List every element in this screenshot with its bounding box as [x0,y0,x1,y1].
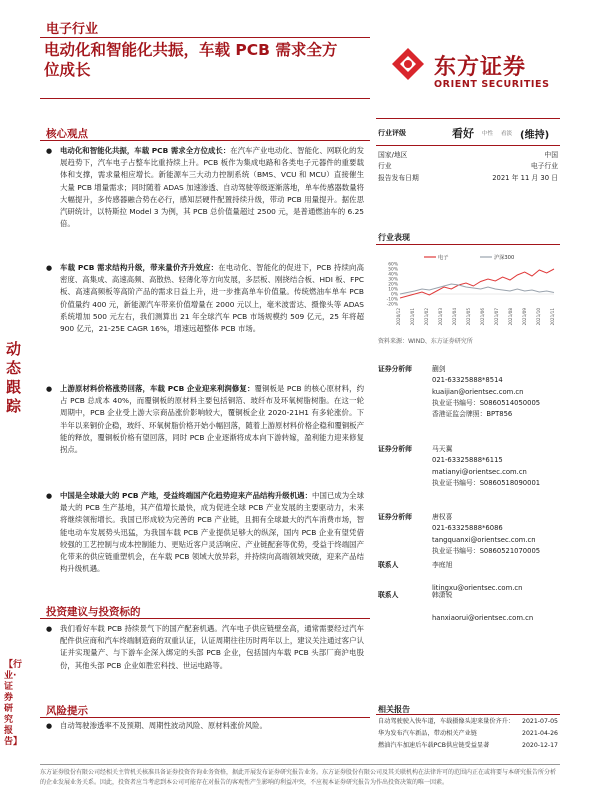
chart-rule [376,244,560,245]
core-view-body: 覆铜板是 PCB 的核心原材料，约占 PCB 总成本 40%，而覆铜板的原材料主要包括铜箔、玻纤布及环氧树脂树脂。在这一轮周期中，PCB 企业受上游大宗商品涨价影响较大，覆铜板企业 2020-21H1 有多轮涨价。下半年以来铜价企稳，玻纤、环氧树脂价格开始小幅回落，随着上游原材料价格企稳和覆铜板产能的释放，覆铜板价格有望回落，同时 PCB 企业逐渐将成本向下游转嫁，盈利能力迎来修复拐点。 [60,384,365,455]
industry-label: 电子行业 [46,22,99,37]
investment-rule [40,618,370,619]
related-list [378,716,558,752]
risks-item [46,720,364,732]
y-tick-label: 20% [388,282,398,288]
y-tick-label: 0% [391,292,398,298]
rating-scale-2: 看淡 [501,131,513,137]
x-tick-label: 2021/05 [466,308,471,326]
rating-rule-top [376,118,560,119]
related-date: 2021-07-05 [522,718,558,725]
analyst-line: 021-63325888*8514 [432,376,503,385]
analyst-line: 香港证监会牌照：BPT856 [432,410,513,419]
related-title: 华为发布汽车新品，带动相关产业链 [378,730,477,737]
x-tick-label: 2021/02 [424,308,429,326]
core-view-lead: 中国是全球最大的 PCB 产地，受益终端国产化趋势迎来产品结构升级机遇： [60,491,313,500]
analyst-line: 马天翼 [432,445,453,453]
analyst-line [432,601,558,612]
risks-heading: 风险提示 [46,705,88,717]
analyst-details [432,560,558,594]
orient-securities-logo-icon [390,46,426,82]
core-views-rule [40,140,370,141]
bullet-icon: ● [46,264,53,272]
logo-name-en: ORIENT SECURITIES [434,79,550,90]
chart-title: 行业表现 [378,233,410,242]
investment-body: 我们看好车载 PCB 持续景气下的国产配套机遇。汽车电子供应链壁垒高，通常需要经过汽车配件供应商和汽车终端制造商的双重认证，认证周期往往历时两年以上，建议关注通过客户认证并实现量产、与下游车企深入绑定的头部 PCB 企业，包括国内车载 PCB 头部厂商沪电股份，其他头部 PCB 企业如胜宏科技、世运电路等。 [60,624,364,670]
analyst-role: 联系人 [378,561,399,569]
industry-performance-chart [378,252,558,330]
related-rule [376,714,560,715]
bullet-icon: ● [46,625,53,633]
legend-label: 沪深300 [494,255,515,261]
y-tick-label: 40% [388,272,398,278]
info-value: 电子行业 [530,162,558,171]
legend-label: 电子 [438,255,449,261]
info-key: 报告发布日期 [378,173,419,182]
bullet-icon: ● [46,722,53,730]
info-row [378,173,558,184]
header-rule [40,37,370,38]
core-view-lead: 上游原材料价格涨势回落，车载 PCB 企业迎来利润修复： [60,384,255,393]
analyst-line: 唐权喜 [432,513,453,521]
related-item[interactable] [378,728,558,740]
rating-row [378,124,558,142]
related-title: 自动驾驶驶入快车道，车载摄像头迎来量价齐升： [378,718,515,725]
y-tick-label: 60% [388,262,398,268]
analyst-role: 证券分析师 [378,365,412,373]
side-label-vertical: 【行业·证券研究报告】 [4,660,23,747]
info-value: 中国 [544,151,558,159]
core-view-body: 在电动化、智能化的促进下，PCB 持续向高密度、高集成、高速高频、高散热、轻薄化等方向发展，多层板、刚挠结合板、HDI 板、FPC 板、高速高频板等高阶产品的需求日益上升，进一步推高单车价值量。传统燃油车单车 PCB 价值量约 400 元，新能源汽车带来价值增量在 2000 元以上，毫米波雷达、摄像头等 ADAS 系统增加 500 元左右，我们测算出 21 年全球汽车 PCB 市场规模约 509 亿元，25 年将超 900 亿元，21-25E CAGR 16%，增速远超整体 PCB 市场。 [60,263,365,334]
y-tick-label: 30% [388,277,398,283]
analyst-line: 李庭旭 [432,561,453,569]
analyst-role: 证券分析师 [378,445,412,453]
rating-label: 行业评级 [378,129,406,137]
core-view-item-3 [46,383,364,456]
info-row [378,161,558,172]
x-tick-label: 2021/03 [438,308,443,326]
core-view-body: 在汽车产业电动化、智能化、网联化的发展趋势下，汽车电子占整车比重持续上升。PCB 板作为集成电路和各类电子元器件的重要载体和支撑，需求量相应增长。新能源车三大动力控制系统（BMS、VCU 和 MCU）直接催生大量 PCB 增量需求；同时随着 ADAS 加速渗透、自动驾驶等级逐渐落地，单车传感器数量将大幅提升，多传感器融合势在必行，感知层硬件配置持续升级，带动 PCB 用量提升。据佐思汽研统计，以特斯拉 Model 3 为例，其 PCB 总价值量超过 2500 元，是普通燃油车的 6.25 倍。 [60,146,364,229]
info-row [378,150,558,161]
risks-body: 自动驾驶渗透率不及预期、周期性波动风险、原材料涨价风险。 [60,721,267,730]
related-date: 2020-12-17 [522,742,558,749]
analyst-details [432,512,558,557]
logo-name-cn: 东方证券 [434,55,527,80]
related-date: 2021-04-26 [522,730,558,737]
analyst-role: 联系人 [378,591,399,599]
analyst-line: 蒯剑 [432,365,446,373]
analyst-line: 执业证书编号：S0860521070005 [432,546,541,555]
y-tick-label: 10% [388,287,398,293]
disclaimer: 东方证券股份有限公司经相关主管机关核准具备证券投资咨询业务资格，据此开展发布证券研究报告业务。东方证券股份有限公司及其关联机构在法律许可的范围内正在或将要与本研究报告所分析的企业发展业务关系。因此，投资者应当考虑到本公司可能存在对报告的客观性产生影响的利益冲突，不应视本证券研究报告为作出投资决策的唯一因素。 [40,769,557,786]
analyst-line: 韩潇锐 [432,591,453,599]
report-title: 电动化和智能化共振，车载 PCB 需求全方位成长 [44,41,338,79]
title-rule [40,98,370,99]
analyst-line: 执业证书编号：S0860514050005 [432,398,541,407]
info-table [378,150,558,184]
x-tick-label: 2020/12 [396,308,401,326]
core-view-lead: 车载 PCB 需求结构升级，带来量价齐升效应： [60,263,219,272]
footer-rule [40,764,560,765]
core-view-item-1 [46,145,364,230]
bullet-icon: ● [46,492,53,500]
rating-rule-bottom [376,145,560,146]
analyst-email[interactable]: litingxu@orientsec.com.cn [432,583,523,592]
x-tick-label: 2021/08 [508,308,513,326]
x-tick-label: 2021/07 [494,308,499,326]
y-tick-label: 50% [388,267,398,273]
info-key: 国家/地区 [378,151,408,159]
analyst-details [432,444,558,489]
related-item[interactable] [378,740,558,752]
analyst-email[interactable]: hanxiaorui@orientsec.com.cn [432,613,534,622]
rating-value: 看好 [452,127,474,140]
core-view-item-4 [46,490,364,575]
side-label-main: 动态跟踪 [6,340,22,415]
related-heading: 相关报告 [378,705,410,714]
analyst-details [432,590,558,624]
spacer [0,120,1,121]
analyst-details [432,364,558,420]
analyst-line [432,571,558,582]
x-tick-label: 2021/06 [480,308,485,326]
analyst-role: 证券分析师 [378,513,412,521]
core-view-lead: 电动化和智能化共振，车载 PCB 需求全方位成长： [60,146,231,155]
investment-heading: 投资建议与投资标的 [46,606,141,618]
related-title: 燃油汽车加速后车载PCB供应链受益显著 [378,742,490,749]
bullet-icon: ● [46,147,53,155]
core-view-item-2 [46,262,364,335]
info-value: 2021 年 11 月 30 日 [492,173,558,182]
y-tick-label: -10% [386,297,398,303]
rating-scale-1: 中性 [482,131,494,137]
core-view-body: 中国已成为全球最大的 PCB 生产基地，其产值增长最快，成为促进全球 PCB 产业发展的主要驱动力，未来将继续领衔增长。我国已形成较为完善的 PCB 产业链，且拥有全球最大的汽车消费市场，智能电动车发展势头迅猛，为我国车载 PCB 产业提供足够大的纵深，国内 PCB 企业有望凭借较强的工艺控制与成本控制能力、更贴近客户灵活响应、产业链配套等优势，受益于终端国产化带来的供应链重塑机会，在车载 PCB 领域大放异彩，并持续向高端领域突破，迎来产品结构升级机遇。 [60,491,364,574]
series-line [400,269,554,298]
investment-item [46,623,364,672]
x-tick-label: 2021/09 [522,308,527,326]
info-key: 行业 [378,162,392,171]
analyst-line: 执业证书编号：S0860518090001 [432,478,541,487]
core-views-heading: 核心观点 [46,128,88,140]
y-tick-label: -20% [386,302,398,308]
x-tick-label: 2021/10 [536,308,541,326]
x-tick-label: 2021/01 [410,308,415,326]
analyst-email[interactable]: kuaijian@orientsec.com.cn [432,387,524,396]
bullet-icon: ● [46,385,53,393]
related-item[interactable] [378,716,558,728]
analyst-email[interactable]: tangquanxi@orientsec.com.cn [432,535,536,544]
x-tick-label: 2021/04 [452,308,457,326]
rating-status: (维持) [520,129,550,141]
risks-rule [40,717,370,718]
analyst-line: 021-63325888*6115 [432,456,503,465]
chart-source: 资料来源：WIND、东方证券研究所 [378,338,473,345]
x-tick-label: 2021/11 [550,308,555,326]
analyst-email[interactable]: matianyi@orientsec.com.cn [432,467,527,476]
analyst-line: 021-63325888*6086 [432,524,503,533]
